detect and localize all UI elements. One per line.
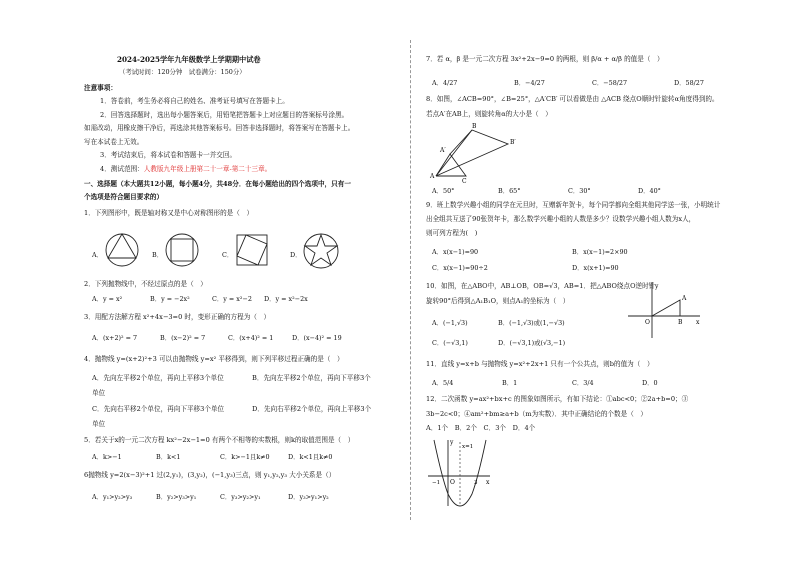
q1-figure-d <box>302 232 340 270</box>
notes-heading: 注意事项： <box>84 84 117 92</box>
q10-option-b: B．(−1,√3)或(1,−√3) <box>498 319 565 327</box>
q10-label-b: B <box>678 319 683 326</box>
question-9: 9．班上数学兴趣小组的同学在元旦时，互赠新年贺卡，每个同学都向全组其他同学送一张，小明统计 <box>426 201 721 209</box>
exam-subtitle: （考试时间：120分钟 试卷满分：150分） <box>119 68 246 76</box>
section-1-heading-cont: 个选项是符合题目要求的） <box>84 193 164 201</box>
q7-option-d: D．58/27 <box>674 79 704 87</box>
q1-figure-b <box>164 232 200 268</box>
q5-option-c: C．k>−1且k≠0 <box>220 453 270 461</box>
q1-figure-a <box>104 232 140 268</box>
q5-option-d: D．k<1且k≠0 <box>288 453 333 461</box>
q12-label-3: 3 <box>474 480 478 486</box>
note-4 <box>100 165 271 173</box>
q11-option-a: A．5/4 <box>432 379 454 387</box>
q8-label-a: A <box>430 173 435 180</box>
q6-option-a: A．y₁>y₂>y₃ <box>92 493 133 501</box>
note-3: 3．考试结束后，将本试卷和答题卡一并交回。 <box>100 151 237 159</box>
q11-option-c: C．3/4 <box>572 379 594 387</box>
note-2c: 写在本试卷上无效。 <box>84 138 144 146</box>
q3-option-c: C．(x+4)² = 1 <box>228 334 274 342</box>
question-1: 1．下列图形中，既是轴对称又是中心对称图形的是（ ） <box>84 209 254 217</box>
q6-option-c: C．y₃>y₂>y₁ <box>220 493 261 501</box>
q12-label-neg1: −1 <box>432 480 441 486</box>
right-column <box>412 0 794 562</box>
q4-option-d: D．先向右平移2个单位，再向上平移3个 <box>252 405 372 413</box>
q10-option-d: D．(−√3,1)或(√3,−1) <box>498 339 566 347</box>
q12-options: A．1个 B．2个 C．3个 D．4个 <box>426 424 536 432</box>
question-2: 2．下列抛物线中，不经过原点的是（ ） <box>84 280 207 288</box>
q2-option-d: D．y = x²−2x <box>264 295 308 303</box>
question-6: 6抛物线 y=2(x−3)²+1 过(2,y₁)，(3,y₂)，(−1,y₃)三点，则 y₁,y₂,y₃ 大小关系是（） <box>84 471 336 479</box>
q8-label-b-prime: B′ <box>510 139 516 146</box>
q8-option-d: D．40° <box>638 187 661 195</box>
question-4: 4．抛物线 y=(x+2)²+3 可以由抛物线 y=x² 平移得到，则下列平移过程正确的是（ ） <box>84 355 344 363</box>
q4-option-b: B．先向左平移2个单位，再向下平移3个 <box>252 374 371 382</box>
q1-figure-c <box>234 232 270 268</box>
q12-label-x: x <box>486 479 490 486</box>
q1-option-a: A． <box>92 251 104 259</box>
section-1-heading: 一、选择题（本大题共12小题，每小题4分，共48分．在每小题给出的四个选项中，只有一 <box>84 180 351 188</box>
q2-option-a: A．y = x² <box>92 295 123 303</box>
q5-option-b: B．k<1 <box>156 453 181 461</box>
question-5: 5．若关于x的一元二次方程 kx²−2x−1=0 有两个不相等的实数根，则k的取值范围是（ ） <box>84 436 355 444</box>
question-11: 11．直线 y=x+b 与抛物线 y=x²+2x+1 只有一个公共点，则b的值为（ ） <box>426 360 654 368</box>
note-1: 1．答卷前，考生务必将自己的姓名、准考证号填写在答题卡上。 <box>100 97 289 105</box>
q7-option-c: C．−58/27 <box>592 79 628 87</box>
column-divider <box>410 40 411 520</box>
q1-option-b: B． <box>152 251 164 259</box>
question-10: 10．如图，在△ABO中，AB⊥OB，OB=√3，AB=1．把△ABO绕点O逆时针 <box>426 282 656 290</box>
q3-option-a: A．(x+2)² = 7 <box>92 334 138 342</box>
question-9-cont: 出全组共互送了90张贺年卡，那么数学兴趣小组的人数是多少？设数学兴趣小组人数为x人， <box>426 215 696 223</box>
q1-option-c: C． <box>222 251 234 259</box>
exam-title: 2024-2025学年九年级数学上学期期中试卷 <box>117 55 261 64</box>
question-9-cont-2: 则可列方程为( ) <box>426 229 478 237</box>
q6-option-b: B．y₂>y₃>y₁ <box>156 493 197 501</box>
q4-option-d-cont: 单位 <box>92 420 106 428</box>
q10-figure <box>628 282 702 340</box>
q9-option-a: A．x(x−1)=90 <box>432 248 479 256</box>
q4-option-b-cont: 单位 <box>92 389 106 397</box>
q9-option-d: D．x(x+1)=90 <box>572 264 619 272</box>
note-2: 2．回答选择题时，选出每小题答案后，用铅笔把答题卡上对应题目的答案标号涂黑。 <box>100 111 349 119</box>
q10-label-o: O <box>645 319 650 326</box>
q10-option-a: A．(−1,√3) <box>432 319 468 327</box>
q3-option-b: B．(x−2)² = 7 <box>160 334 206 342</box>
q9-option-c: C．x(x−1)=90÷2 <box>432 264 488 272</box>
q4-option-a: A．先向左平移2个单位，再向上平移3个单位 <box>92 374 224 382</box>
q2-option-c: C．y = x²−2 <box>212 295 252 303</box>
q5-option-a: A．k>−1 <box>92 453 122 461</box>
q10-option-c: C．(−√3,1) <box>432 339 468 347</box>
q8-option-a: A．50° <box>432 187 455 195</box>
note-2b: 如需改动，用橡皮擦干净后，再选涂其他答案标号。回答非选择题时，将答案写在答题卡上。 <box>84 124 355 132</box>
q7-option-b: B．−4/27 <box>514 79 545 87</box>
q12-label-o: O <box>450 479 455 486</box>
q12-figure <box>428 438 492 508</box>
q4-option-c: C．先向右平移2个单位，再向下平移3个单位 <box>92 405 225 413</box>
q11-option-d: D．0 <box>642 379 658 387</box>
q10-label-x: x <box>696 319 700 326</box>
question-8: 8．如图，∠ACB=90°，∠B=25°，△A′CB′ 可以看做是由 △ACB 绕点O顺时针旋转α角度得到的。 <box>426 95 719 103</box>
q8-label-b: B <box>472 123 477 130</box>
q7-option-a: A．4/27 <box>432 79 458 87</box>
q8-label-a-prime: A′ <box>440 147 446 154</box>
question-12: 12．二次函数 y=ax²+bx+c 的图象如图所示，有如下结论：①abc<0；②2a+b=0；③ <box>426 395 689 403</box>
question-10-cont: 旋转90°后得到△A₁B₁O，则点A₁的坐标为（ ） <box>426 297 570 305</box>
q6-option-d: D．y₃>y₁>y₂ <box>288 493 329 501</box>
question-3: 3．用配方法解方程 x²+4x−3=0 时，变形正确的方程为（ ） <box>84 313 271 321</box>
q12-label-axis: x=1 <box>462 444 474 450</box>
test-scope: 人教版九年级上册第二十一章-第二十三章。 <box>143 165 272 173</box>
q8-option-b: B．65° <box>498 187 521 195</box>
q2-option-b: B．y = −2x² <box>150 295 190 303</box>
q3-option-d: D．(x−4)² = 19 <box>292 334 342 342</box>
question-7: 7．若 α，β 是一元二次方程 3x²+2x−9=0 的两根，则 β/α + α/β 的值是（ ） <box>426 55 664 63</box>
q1-option-d: D． <box>290 251 302 259</box>
q10-label-y: y <box>655 283 659 290</box>
question-8-cont: 若点A′在AB上，则旋转角α的大小是（ ） <box>426 110 552 118</box>
q8-label-c: C <box>462 178 467 185</box>
q11-option-b: B．1 <box>502 379 518 387</box>
question-12-cont: 3b−2c<0；④am²+bm≥a+b（m为实数）．其中正确结论的个数是（ ） <box>426 410 647 418</box>
note-4-prefix: 4．测试范围： <box>100 165 144 173</box>
q8-option-c: C．30° <box>568 187 591 195</box>
q10-label-a: A <box>682 295 687 302</box>
q8-figure <box>428 123 518 185</box>
q9-option-b: B．x(x−1)=2×90 <box>572 248 628 256</box>
q12-label-y: y <box>450 439 454 446</box>
